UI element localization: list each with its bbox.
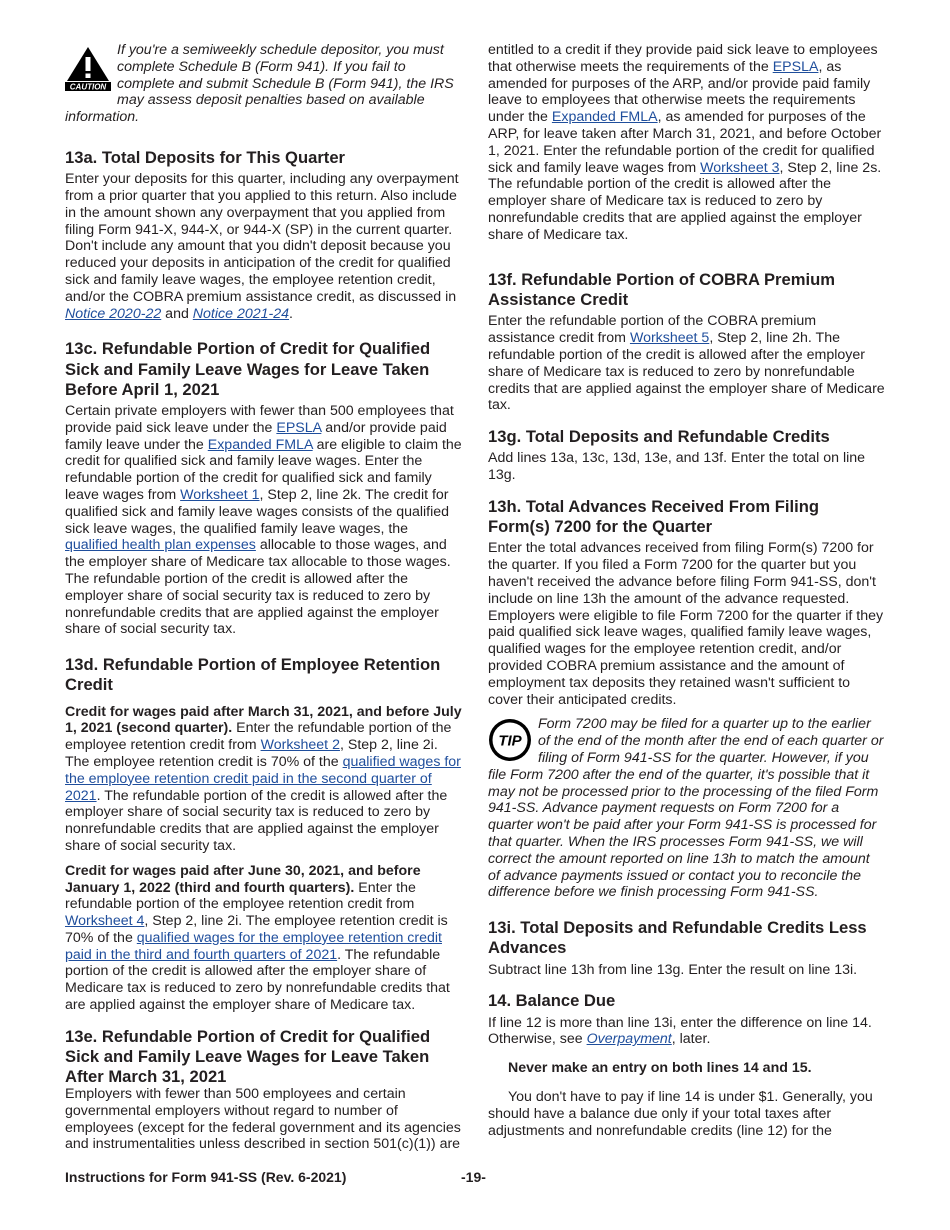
body-13d-p2-t1: Enter the refundable portion of the employee retention credit from	[65, 879, 416, 913]
heading-13i: 13i. Total Deposits and Refundable Credits Less Advances	[488, 918, 867, 958]
body-13d-p1-lead: Credit for wages paid after March 31, 2021, and before July 1, 2021 (second quarter).	[65, 703, 462, 737]
body-13e-left	[65, 1086, 462, 1154]
heading-13c: 13c. Refundable Portion of Credit for Qualified Sick and Family Leave Wages for Leave Taken Before April 1, 2021	[65, 339, 431, 399]
body-13e-t1-col1: Employers with fewer than 500 employees and certain governmental employers without regard to number of employees (except for the federal government and its agencies and instrumentalities unless described in section 501(c)(1)) are	[65, 1086, 461, 1153]
link-expanded-fmla-13e[interactable]: Expanded FMLA	[551, 109, 658, 126]
body-13e-right	[488, 42, 885, 244]
link-worksheet-3[interactable]: Worksheet 3	[700, 159, 780, 176]
body-13f-t2: , Step 2, line 2h. The refundable portion of the credit is allowed after the employer share of Medicare tax is reduced to zero by nonrefundable credits that are applied against the employer share of Medicare tax.	[488, 330, 885, 414]
right-column	[488, 42, 885, 1139]
page-footer	[65, 1169, 885, 1189]
body-13a	[65, 171, 462, 322]
caution-icon	[65, 45, 111, 91]
body-13d-p1-t2: , Step 2, line 2i. The employee retention credit is 70% of the	[65, 737, 438, 770]
tip-text: Form 7200 may be filed for a quarter up to the earlier of the end of the month after the end of each quarter or filing of Form 941-SS for the quarter. However, if you file Form 7200 after the end of the quarter, it's possible that it may not be processed prior to the processing of the filed Form 941-SS. Advance payment requests on Form 7200 for a quarter won't be paid after your Form 941-SS is processed for that quarter. When the IRS processes Form 941-SS, we will correct the amount reported on line 13h to match the amount of advance payments issued or contact you to reconcile the difference before we finish processing Form 941-SS.	[488, 716, 884, 901]
body-13g: Add lines 13a, 13c, 13d, 13e, and 13f. Enter the total on line 13g.	[488, 450, 866, 484]
link-notice-2021-24[interactable]: Notice 2021-24	[192, 305, 290, 322]
link-epsla[interactable]: EPSLA	[276, 419, 322, 436]
body-13c-t4: , Step 2, line 2k. The credit for qualified sick and family leave wages consists of the qualified sick leave wages, the qualified family leave wages, the	[65, 486, 450, 537]
heading-13d: 13d. Refundable Portion of Employee Retention Credit	[65, 655, 441, 695]
body-13d-p1-t3: . The refundable portion of the credit is allowed after the employer share of social security tax is reduced to zero by nonrefundable credits that are applied against the employer share of social security tax.	[65, 787, 448, 854]
body-13d-p1-t1: Enter the refundable portion of the employee retention credit from	[65, 720, 452, 754]
body-13f-t1: Enter the refundable portion of the COBRA premium assistance credit from	[488, 313, 817, 347]
body-14-t1: If line 12 is more than line 13i, enter the difference on line 14. Otherwise, see	[488, 1014, 872, 1048]
body-13e-right-wrap	[488, 42, 885, 260]
body-13f	[488, 313, 885, 414]
heading-14: 14. Balance Due	[488, 991, 616, 1011]
body-13c	[65, 403, 462, 638]
body-13d-p2	[65, 863, 462, 1014]
tip-note	[488, 716, 885, 901]
body-13e-t1: entitled to a credit if they provide paid sick leave to employees that otherwise meets the requirements of the	[488, 42, 878, 75]
left-column	[65, 42, 462, 1087]
body-13c-t1: Certain private employers with fewer than 500 employees that provide paid sick leave under the	[65, 402, 454, 436]
body-13e-t2: , as amended for purposes of the ARP, and/or provide paid family leave to employees that otherwise meets the requirements under the	[488, 58, 871, 126]
body-13a-end: .	[289, 305, 293, 322]
body-13i: Subtract line 13h from line 13g. Enter the result on line 13i.	[488, 961, 858, 978]
link-qualified-wages-third-fourth-quarters[interactable]: qualified wages for the employee retention credit paid in the third and fourth quarters of 2021	[65, 929, 442, 963]
body-13a-and: and	[161, 305, 193, 322]
link-overpayment[interactable]: Overpayment	[586, 1031, 672, 1048]
left-column-13e-body	[65, 1086, 462, 1154]
heading-13a: 13a. Total Deposits for This Quarter	[65, 147, 346, 167]
footer-form-name: Instructions for Form 941-SS (Rev. 6-2021)	[65, 1169, 347, 1185]
caution-text: If you're a semiweekly schedule depositor, you must complete Schedule B (Form 941). If you fail to complete and submit Schedule B (Form 941), the IRS may assess deposit penalties based on available information.	[65, 42, 454, 126]
link-qualified-health-plan-expenses[interactable]: qualified health plan expenses	[65, 537, 256, 554]
body-14	[488, 1015, 885, 1049]
link-worksheet-5[interactable]: Worksheet 5	[629, 330, 710, 347]
body-13a-text: Enter your deposits for this quarter, including any overpayment from a prior quarter that you applied to this return. Also include in the amount shown any overpayment that you applied from filing Form 941-X, 944-X, or 944-X (SP) in the current quarter. Don't include any amount that you didn't deposit because you reduced your deposits in anticipation of the credit for qualified sick and family leave wages, the employee retention credit, and/or the COBRA premium assistance credit, as discussed in	[65, 171, 459, 305]
body-13d-p2-t3: . The refundable portion of the credit is allowed after the employer share of Medicare tax is reduced to zero by nonrefundable credits that are applied against the employer share of Medicare tax.	[65, 946, 450, 1014]
link-worksheet-4[interactable]: Worksheet 4	[65, 913, 145, 930]
body-13d-p2-t2: , Step 2, line 2i. The employee retention credit is 70% of the	[65, 913, 448, 946]
heading-13f: 13f. Refundable Portion of COBRA Premium Assistance Credit	[488, 270, 835, 310]
body-13c-t2: and/or provide paid family leave under the	[65, 419, 447, 453]
heading-13g: 13g. Total Deposits and Refundable Credits	[488, 427, 830, 447]
body-14-bold-note: Never make an entry on both lines 14 and 15.	[508, 1060, 812, 1077]
link-qualified-wages-second-quarter[interactable]: qualified wages for the employee retention credit paid in the second quarter of 2021	[65, 753, 461, 804]
caution-note	[65, 42, 462, 126]
body-14-t2: , later.	[671, 1031, 711, 1048]
body-13e-t3: , as amended for purposes of the ARP, for leave taken after March 31, 2021, and before October 1, 2021. Enter the refundable portion of the credit for qualified sick and family leave wages from	[488, 109, 882, 176]
body-13d-p1	[65, 704, 462, 855]
heading-13h: 13h. Total Advances Received From Filing Form(s) 7200 for the Quarter	[488, 496, 820, 537]
body-13c-t5: allocable to those wages, and the employer share of Medicare tax allocable to those wages. The refundable portion of the credit is allowed after the employer share of social security tax is reduced to zero by nonrefundable credits that are applied against the employer share of social security tax.	[65, 537, 451, 638]
tip-label: TIP	[498, 732, 522, 750]
body-13e-t4: , Step 2, line 2s. The refundable portion of the credit is allowed after the employer share of Medicare tax is reduced to zero by nonrefundable credits that are applied against the employer share of Medicare tax.	[488, 159, 882, 243]
body-13d-p2-lead: Credit for wages paid after June 30, 2021, and before January 1, 2022 (third and fourth quarters).	[65, 862, 421, 896]
link-epsla-13e[interactable]: EPSLA	[772, 58, 819, 75]
footer-page-number: -19-	[461, 1169, 486, 1185]
tip-icon	[488, 718, 532, 762]
body-14-p2: You don't have to pay if line 14 is under $1. Generally, you should have a balance due only if your total taxes after adjustments and nonrefundable credits (line 12) for the	[488, 1088, 873, 1139]
link-worksheet-2[interactable]: Worksheet 2	[260, 737, 340, 754]
heading-13e: 13e. Refundable Portion of Credit for Qualified Sick and Family Leave Wages for Leave Taken After March 31, 2021	[65, 1026, 431, 1087]
link-notice-2020-22[interactable]: Notice 2020-22	[65, 305, 162, 322]
caution-label: CAUTION	[69, 82, 107, 91]
body-13h: Enter the total advances received from filing Form(s) 7200 for the quarter. If you filed a Form 7200 for the quarter but you haven't received the advance before filing Form 941-SS, don't include on line 13h the amount of the advance requested. Employers were eligible to file Form 7200 for the quarter if they paid qualified sick leave wages, qualified family leave wages, qualified wages for the employee retention credit, and/or provided COBRA premium assistance and the amount of employment tax deposits they retained wasn't sufficient to cover their anticipated credits.	[488, 540, 884, 708]
link-worksheet-1[interactable]: Worksheet 1	[180, 486, 260, 503]
link-expanded-fmla[interactable]: Expanded FMLA	[207, 436, 313, 453]
body-13c-t3: are eligible to claim the credit for qualified sick and family leave wages. Enter the refundable portion of the credit for qualified sick and family leave wages from	[65, 436, 462, 503]
